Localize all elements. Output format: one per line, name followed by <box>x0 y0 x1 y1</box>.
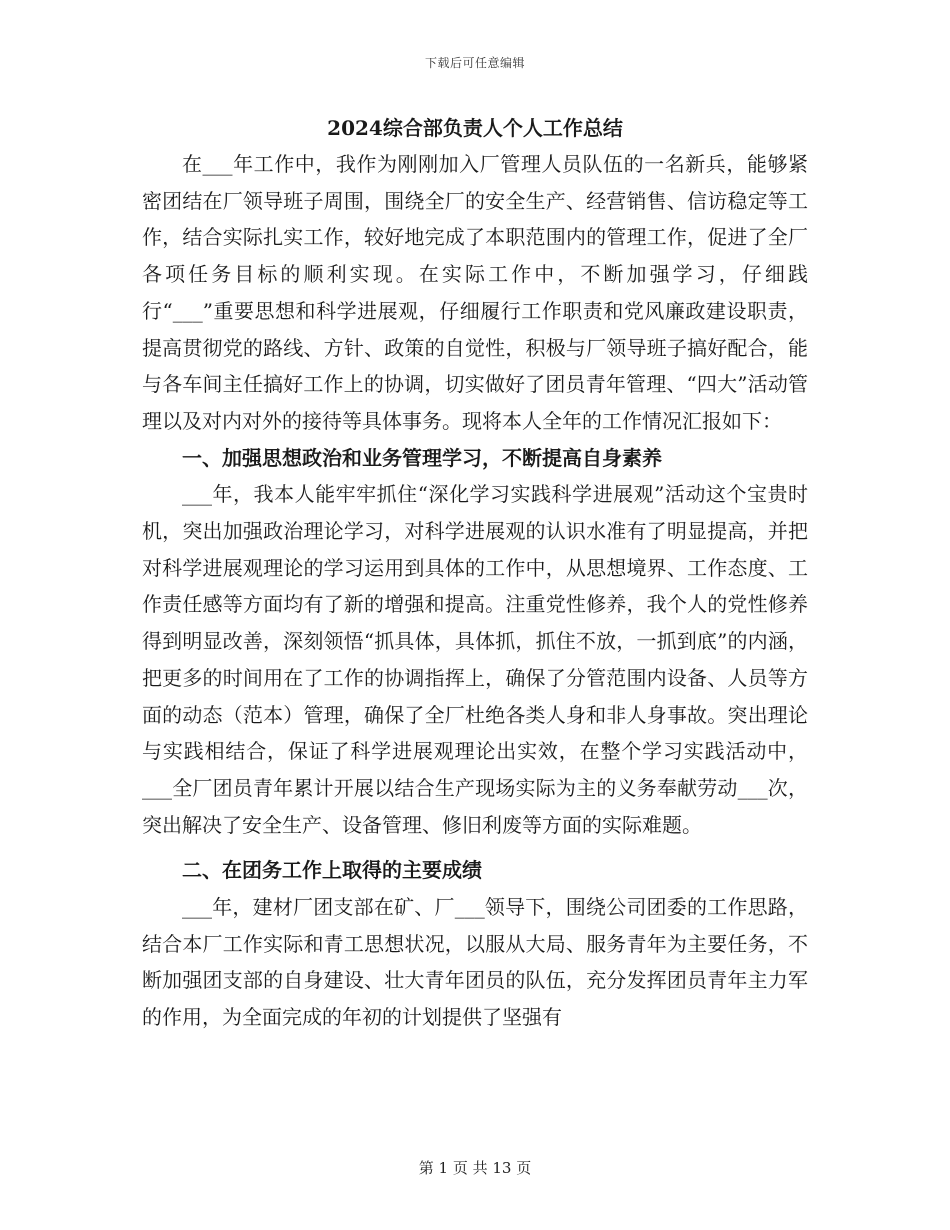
document-body <box>142 112 808 1036</box>
section-2-paragraph: ___年，建材厂团支部在矿、厂___领导下，围绕公司团委的工作思路，结合本厂工作实际和青工思想状况，以服从大局、服务青年为主要任务，不断加强团支部的自身建设、壮大青年团员的队伍，充分发挥团员青年主力军的作用，为全面完成的年初的计划提供了坚强有 <box>142 895 808 1030</box>
page-number: 第 1 页 共 13 页 <box>418 1159 532 1177</box>
section-1-heading: 一、加强思想政治和业务管理学习，不断提高自身素养 <box>182 445 662 470</box>
section-gap <box>142 843 808 852</box>
intro-paragraph: 在___年工作中，我作为刚刚加入厂管理人员队伍的一名新兵，能够紧密团结在厂领导班子周围，围绕全厂的安全生产、经营销售、信访稳定等工作，结合实际扎实工作，较好地完成了本职范围内的管理工作，促进了全厂各项任务目标的顺利实现。在实际工作中，不断加强学习，仔细践行“___”重要思想和科学进展观，仔细履行工作职责和党风廉政建设职责，提高贯彻党的路线、方针、政策的自觉性，积极与厂领导班子搞好配合，能与各车间主任搞好工作上的协调，切实做好了团员青年管理、“四大”活动管理以及对内对外的接待等具体事务。现将本人全年的工作情况汇报如下： <box>142 152 808 433</box>
section-2-heading: 二、在团务工作上取得的主要成绩 <box>182 858 482 883</box>
document-title: 2024综合部负责人个人工作总结 <box>327 116 623 140</box>
section-1-paragraph: ___年，我本人能牢牢抓住“深化学习实践科学进展观”活动这个宝贵时机，突出加强政治理论学习，对科学进展观的认识水准有了明显提高，并把对科学进展观理论的学习运用到具体的工作中，从思想境界、工作态度、工作责任感等方面均有了新的增强和提高。注重党性修养，我个人的党性修养得到明显改善，深刻领悟“抓具体，具体抓，抓住不放，一抓到底”的内涵，把更多的时间用在了工作的协调指挥上，确保了分管范围内设备、人员等方面的动态（范本）管理，确保了全厂杜绝各类人身和非人身事故。突出理论与实践相结合，保证了科学进展观理论出实效，在整个学习实践活动中，___全厂团员青年累计开展以结合生产现场实际为主的义务奉献劳动___次，突出解决了安全生产、设备管理、修旧利废等方面的实际难题。 <box>142 482 808 837</box>
header-note: 下载后可任意编辑 <box>424 56 525 70</box>
